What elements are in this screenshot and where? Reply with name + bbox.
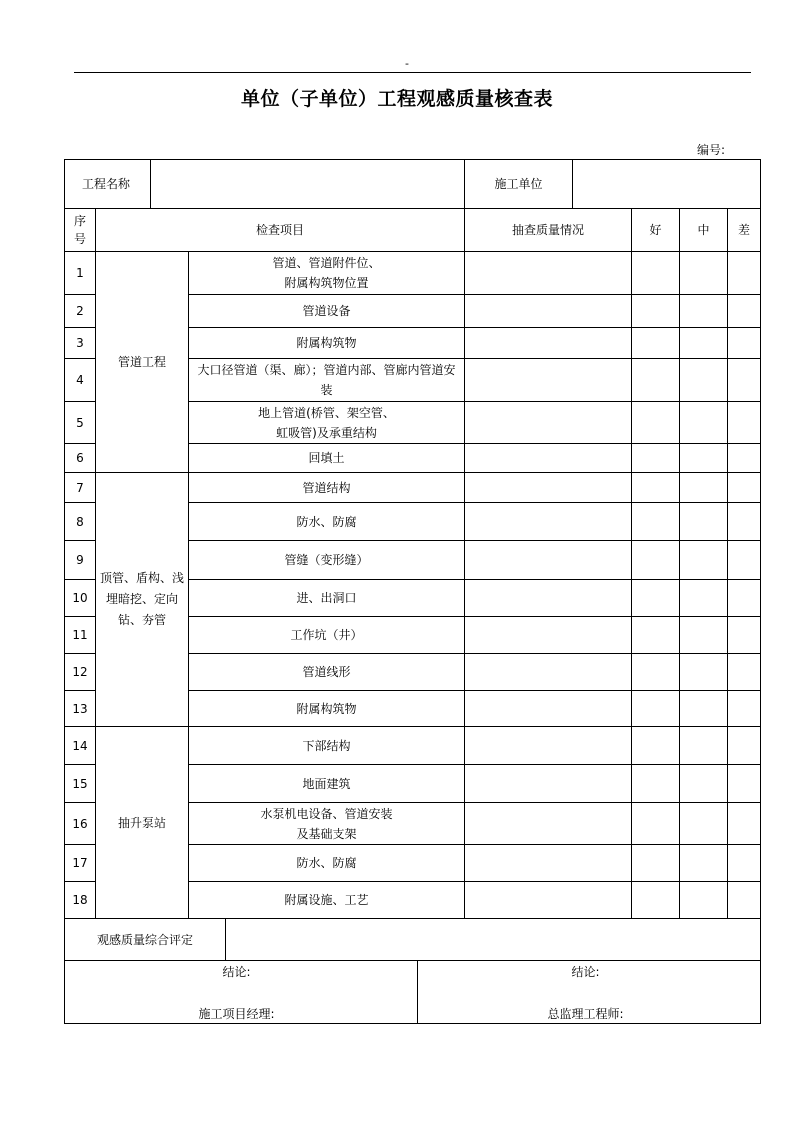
row-number: 7	[65, 473, 96, 503]
row-number: 11	[65, 617, 96, 654]
supervisor-conclusion-label: 结论:	[571, 965, 600, 979]
row-quality-cell[interactable]	[465, 541, 632, 580]
row-poor-cell[interactable]	[728, 765, 760, 803]
row-medium-cell[interactable]	[680, 727, 728, 765]
row-poor-cell[interactable]	[728, 541, 760, 580]
contractor-conclusion-label: 结论:	[222, 965, 251, 979]
row-number: 1	[65, 252, 96, 295]
chief-supervisor-signature-label: 总监理工程师:	[547, 1007, 624, 1021]
row-item: 防水、防腐	[189, 503, 465, 541]
row-item: 管道线形	[189, 654, 465, 691]
project-name-label: 工程名称	[65, 160, 151, 209]
row-poor-cell[interactable]	[728, 654, 760, 691]
row-number: 3	[65, 328, 96, 359]
row-item: 地上管道(桥管、架空管、 虹吸管)及承重结构	[189, 402, 465, 444]
row-good-cell[interactable]	[632, 654, 680, 691]
supervisor-sign-box	[418, 961, 760, 1023]
row-medium-cell[interactable]	[680, 617, 728, 654]
row-quality-cell[interactable]	[465, 473, 632, 503]
column-header-quality: 抽查质量情况	[465, 209, 632, 252]
row-poor-cell[interactable]	[728, 691, 760, 727]
row-item: 地面建筑	[189, 765, 465, 803]
row-number: 18	[65, 882, 96, 919]
row-good-cell[interactable]	[632, 803, 680, 845]
row-poor-cell[interactable]	[728, 882, 760, 919]
group-pipeline: 管道工程	[96, 252, 189, 473]
contractor-sign-box	[65, 961, 418, 1023]
row-quality-cell[interactable]	[465, 328, 632, 359]
row-good-cell[interactable]	[632, 541, 680, 580]
project-name-field[interactable]	[151, 160, 465, 209]
row-poor-cell[interactable]	[728, 359, 760, 402]
header-rule	[74, 72, 751, 73]
row-medium-cell[interactable]	[680, 765, 728, 803]
row-poor-cell[interactable]	[728, 580, 760, 617]
row-item: 管道结构	[189, 473, 465, 503]
column-header-seq: 序号	[65, 209, 96, 252]
row-item: 防水、防腐	[189, 845, 465, 882]
row-medium-cell[interactable]	[680, 295, 728, 328]
row-medium-cell[interactable]	[680, 845, 728, 882]
row-poor-cell[interactable]	[728, 295, 760, 328]
row-quality-cell[interactable]	[465, 691, 632, 727]
row-medium-cell[interactable]	[680, 503, 728, 541]
row-item: 下部结构	[189, 727, 465, 765]
row-good-cell[interactable]	[632, 252, 680, 295]
row-medium-cell[interactable]	[680, 580, 728, 617]
summary-field[interactable]	[226, 919, 760, 961]
row-quality-cell[interactable]	[465, 845, 632, 882]
row-item: 管道设备	[189, 295, 465, 328]
row-item: 进、出洞口	[189, 580, 465, 617]
row-good-cell[interactable]	[632, 845, 680, 882]
row-item: 附属构筑物	[189, 691, 465, 727]
row-medium-cell[interactable]	[680, 691, 728, 727]
row-medium-cell[interactable]	[680, 541, 728, 580]
row-number: 6	[65, 444, 96, 473]
row-number: 15	[65, 765, 96, 803]
row-good-cell[interactable]	[632, 402, 680, 444]
row-number: 5	[65, 402, 96, 444]
row-poor-cell[interactable]	[728, 473, 760, 503]
column-header-poor: 差	[728, 209, 760, 252]
row-quality-cell[interactable]	[465, 444, 632, 473]
group-pump-station: 抽升泵站	[96, 727, 189, 919]
row-good-cell[interactable]	[632, 328, 680, 359]
row-good-cell[interactable]	[632, 580, 680, 617]
row-poor-cell[interactable]	[728, 402, 760, 444]
row-quality-cell[interactable]	[465, 654, 632, 691]
row-quality-cell[interactable]	[465, 402, 632, 444]
row-medium-cell[interactable]	[680, 803, 728, 845]
row-quality-cell[interactable]	[465, 580, 632, 617]
row-number: 9	[65, 541, 96, 580]
row-number: 8	[65, 503, 96, 541]
row-item: 附属设施、工艺	[189, 882, 465, 919]
project-manager-signature-label: 施工项目经理:	[198, 1007, 275, 1021]
row-number: 14	[65, 727, 96, 765]
row-poor-cell[interactable]	[728, 803, 760, 845]
row-quality-cell[interactable]	[465, 617, 632, 654]
row-quality-cell[interactable]	[465, 503, 632, 541]
row-item: 管道、管道附件位、 附属构筑物位置	[189, 252, 465, 295]
row-item: 工作坑（井）	[189, 617, 465, 654]
row-number: 13	[65, 691, 96, 727]
row-good-cell[interactable]	[632, 473, 680, 503]
row-medium-cell[interactable]	[680, 252, 728, 295]
row-poor-cell[interactable]	[728, 617, 760, 654]
row-quality-cell[interactable]	[465, 295, 632, 328]
row-number: 16	[65, 803, 96, 845]
row-poor-cell[interactable]	[728, 845, 760, 882]
group-trenchless: 顶管、盾构、浅埋暗挖、定向钻、夯管	[96, 473, 189, 727]
row-quality-cell[interactable]	[465, 765, 632, 803]
row-medium-cell[interactable]	[680, 444, 728, 473]
row-item: 附属构筑物	[189, 328, 465, 359]
row-number: 12	[65, 654, 96, 691]
row-medium-cell[interactable]	[680, 473, 728, 503]
row-quality-cell[interactable]	[465, 252, 632, 295]
row-number: 4	[65, 359, 96, 402]
row-good-cell[interactable]	[632, 882, 680, 919]
row-number: 17	[65, 845, 96, 882]
row-good-cell[interactable]	[632, 295, 680, 328]
inspection-table	[64, 159, 761, 1024]
construction-unit-field[interactable]	[573, 160, 760, 209]
row-quality-cell[interactable]	[465, 359, 632, 402]
row-poor-cell[interactable]	[728, 444, 760, 473]
row-quality-cell[interactable]	[465, 882, 632, 919]
row-item: 回填土	[189, 444, 465, 473]
row-medium-cell[interactable]	[680, 328, 728, 359]
column-header-item: 检查项目	[96, 209, 465, 252]
row-quality-cell[interactable]	[465, 727, 632, 765]
row-medium-cell[interactable]	[680, 359, 728, 402]
summary-label: 观感质量综合评定	[65, 919, 226, 961]
row-item: 大口径管道（渠、廊）；管道内部、管廊内管道安装	[189, 359, 465, 402]
row-good-cell[interactable]	[632, 765, 680, 803]
row-medium-cell[interactable]	[680, 654, 728, 691]
row-medium-cell[interactable]	[680, 882, 728, 919]
row-item: 管缝（变形缝）	[189, 541, 465, 580]
row-poor-cell[interactable]	[728, 252, 760, 295]
row-good-cell[interactable]	[632, 617, 680, 654]
page-title: 单位（子单位）工程观感质量核查表	[240, 88, 553, 110]
construction-unit-label: 施工单位	[465, 160, 573, 209]
row-poor-cell[interactable]	[728, 727, 760, 765]
row-number: 10	[65, 580, 96, 617]
row-good-cell[interactable]	[632, 359, 680, 402]
row-poor-cell[interactable]	[728, 503, 760, 541]
row-good-cell[interactable]	[632, 691, 680, 727]
row-good-cell[interactable]	[632, 444, 680, 473]
serial-number-label: 编号:	[697, 143, 726, 157]
row-good-cell[interactable]	[632, 503, 680, 541]
row-poor-cell[interactable]	[728, 328, 760, 359]
row-good-cell[interactable]	[632, 727, 680, 765]
column-header-medium: 中	[680, 209, 728, 252]
column-header-good: 好	[632, 209, 680, 252]
row-item: 水泵机电设备、管道安装 及基础支架	[189, 803, 465, 845]
row-medium-cell[interactable]	[680, 402, 728, 444]
row-quality-cell[interactable]	[465, 803, 632, 845]
row-number: 2	[65, 295, 96, 328]
header-mark: -	[405, 57, 409, 70]
